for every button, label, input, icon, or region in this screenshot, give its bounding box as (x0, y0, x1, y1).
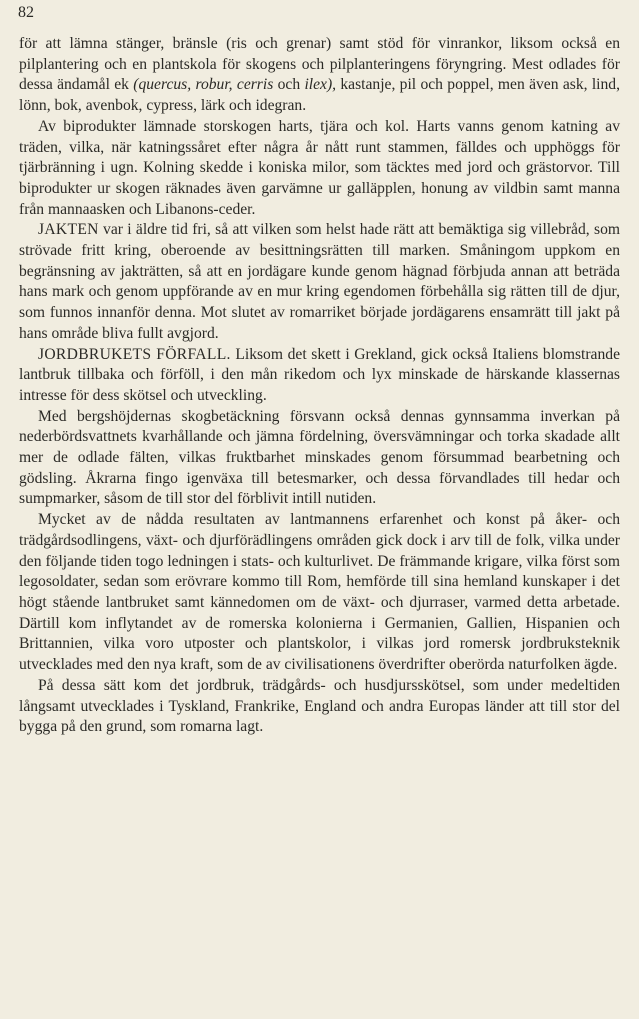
paragraph-legacy (19, 510, 620, 676)
paragraph-text: var i äldre tid fri, så att vilken som helst hade rätt att bemäktiga sig villebråd, som strövade fritt kring, oberoende av besittningsrätten till marken. Småningom uppkom en begränsning av jakträtten, så att en jordägare kunde genom hägnad förbjuda annan att beträda hans mark och genom uppförande av en mur kring egendomen förbehålla sig rätten till de djur, som funnos innanför denna. Mot slutet av romarriket började jordägarens ensamrätt till jakt på hans område bliva fullt avgjord. (19, 221, 620, 342)
paragraph-medieval (19, 676, 620, 738)
paragraph-forestry (19, 34, 620, 117)
paragraph-text: Med bergshöjdernas skogbetäckning försvann också dennas gynnsamma inverkan på nederbördsvattnets kvarhållande och jämna fördelning, översvämningar och torka skadade allt mer de odlade fälten, vilkas fruktbarhet minskades genom försummad bearbetning och gödsling. Åkrarna fingo igenväxa till betesmarker, och dessa förvandlades till hedar och sumpmarker, såsom de till stor del förblivit intill nutiden. (19, 407, 620, 508)
latin-species-name: ilex), (304, 76, 337, 94)
paragraph-text: Av biprodukter lämnade storskogen harts, tjära och kol. Harts vanns genom katning av träden, vilka, när katningssåret efter några år nått runt stammen, fälldes och upphöggs för tjärbränning i ugn. Kolning skedde i koniska milor, som täcktes med jord och grästorvor. Till biprodukter ur skogen räknades även garvämne ur galläpplen, honung av vildbin samt manna från mannaasken och Libanons-ceder. (19, 117, 620, 218)
paragraph-text: På dessa sätt kom det jordbruk, trädgårds- och husdjursskötsel, som under medeltiden långsamt utvecklades i Tyskland, Frankrike, England och andra Europas länder att till stor del bygga på den grund, som romarna lagt. (19, 676, 620, 736)
section-heading: JORDBRUKETS FÖRFALL. (38, 345, 231, 363)
paragraph-text: för att lämna stänger, bränsle (ris och grenar) samt stöd för vinrankor, liksom också en pilplantering och en plantskola för skogens och pilplanteringens föryngring. Mest odlades för dessa ändamål ek (19, 35, 620, 94)
page-text (19, 34, 620, 738)
paragraph-text: kastanje, pil och poppel, men även ask, lind, lönn, bok, avenbok, cypress, lärk och idegran. (19, 76, 620, 115)
latin-species-names: (quercus, robur, cerris (133, 76, 274, 94)
paragraph-text: och (273, 76, 305, 94)
paragraph-decline (19, 345, 620, 407)
paragraph-text: Liksom det skett i Grekland, gick också Italiens blomstrande lantbruk tillbaka och förföll, i den mån rikedom och lyx minskade de härskande klassernas intresse för dess skötsel och utveckling. (19, 345, 620, 404)
section-heading: JAKTEN (38, 221, 99, 239)
page-number: 82 (18, 4, 34, 21)
paragraph-deforestation (19, 407, 620, 511)
paragraph-byproducts (19, 117, 620, 221)
paragraph-hunting (19, 220, 620, 344)
paragraph-text: Mycket av de nådda resultaten av lantmannens erfarenhet och konst på åker- och trädgårdsodlingens, växt- och djurförädlingens områden gick dock i arv till de folk, vilka under den följande tiden togo ledningen i stats- och kulturlivet. De främmande krigare, vilka först som legosoldater, sedan som erövrare kommo till Rom, hemförde till sina hemland kunskaper i det högt stående lantbruket samt kännedomen om de växt- och djurraser, varmed detta arbetade. Därtill kom inflytandet av de romerska kolonierna i Germanien, Gallien, Hispanien och Brittannien, vilka voro utposter och plantskolor, i vilkas jord romersk jordbruksteknik utvecklades med den nya kraft, som de av civilisationens överdrifter oberörda naturfolken ägde. (19, 511, 620, 674)
